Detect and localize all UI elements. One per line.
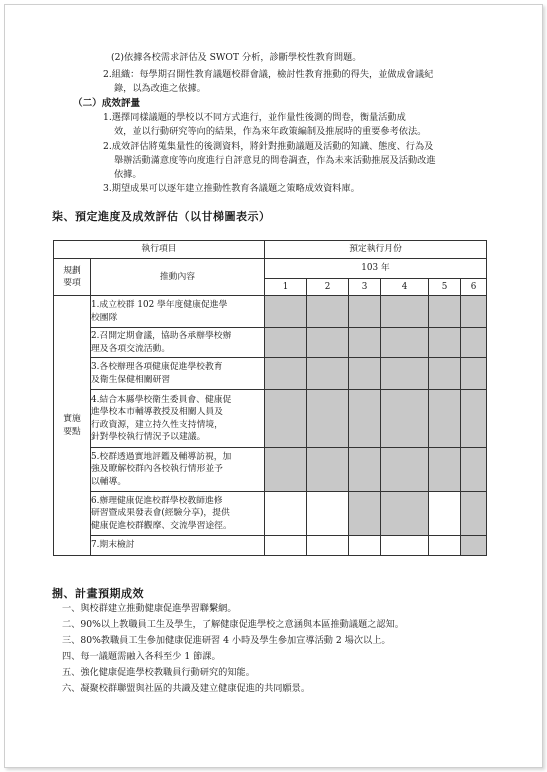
gantt-bar-cell	[349, 390, 381, 448]
task-line: 進學校本市輔導教授及相關人員及	[91, 407, 223, 417]
text-line: 依據。	[114, 169, 142, 180]
table-row	[54, 390, 487, 448]
text-line: 2.成效評估將蒐集量性的後測資料，將針對推動議題及活動的知識、態度、行為及	[103, 141, 434, 152]
outcome-item: 六、凝聚校群聯盟與社區的共識及建立健康促進的共同願景。	[62, 683, 311, 694]
gantt-empty-cell	[265, 536, 307, 556]
gantt-bar-cell	[461, 492, 487, 536]
gantt-bar-cell	[349, 492, 381, 536]
text-line: 效，並以行動研究等向的結果，作為來年政策編制及推展時的重要參考依法。	[114, 126, 427, 137]
table-row	[54, 358, 487, 390]
gantt-bar-cell	[429, 390, 461, 448]
subsection-heading: （二）成效評量	[73, 98, 141, 109]
table-row	[54, 296, 487, 328]
header-content: 推動內容	[91, 259, 265, 296]
task-line: 行政資源，建立持久性支持情境，	[91, 419, 223, 430]
gantt-bar-cell	[265, 358, 307, 390]
task-line: 7.期末檢討	[91, 540, 135, 551]
side-label	[54, 296, 91, 556]
task-line: 5.校群透過實地評鑑及輔導訪視，加	[91, 451, 232, 462]
gantt-bar-cell	[349, 358, 381, 390]
gantt-empty-cell	[429, 536, 461, 556]
outcome-item: 一、與校群建立推動健康促進學習聯繫網。	[62, 603, 237, 614]
table-row	[54, 492, 487, 536]
gantt-bar-cell	[381, 358, 429, 390]
gantt-bar-cell	[461, 358, 487, 390]
table-row	[54, 448, 487, 492]
gantt-bar-cell	[461, 296, 487, 328]
task-description	[91, 448, 265, 492]
gantt-bar-cell	[265, 296, 307, 328]
task-description	[91, 328, 265, 358]
task-line: 3.各校辦理各項健康促進學校教育	[91, 362, 223, 372]
gantt-bar-cell	[265, 448, 307, 492]
table-row	[54, 328, 487, 358]
gantt-bar-cell	[349, 328, 381, 358]
gantt-empty-cell	[265, 492, 307, 536]
month-header: 6	[461, 279, 487, 296]
task-description	[91, 296, 265, 328]
text-line: 1.選擇同樣議題的學校以不同方式進行，並作量性後測的問卷，衡量活動成	[103, 112, 406, 123]
outcome-item: 三、80%教職員工生參加健康促進研習 4 小時及學生參加宣導活動 2 場次以上。	[62, 635, 391, 646]
task-description	[91, 536, 265, 556]
gantt-empty-cell	[307, 536, 349, 556]
month-header: 1	[265, 279, 307, 296]
gantt-bar-cell	[307, 358, 349, 390]
text-line: 舉辦活動滿意度等向度進行自評意見的問卷調查，作為未來活動推展及活動改進	[114, 155, 436, 166]
text-line: (2)依據各校需求評估及 SWOT 分析，診斷學校性教育問題。	[111, 52, 362, 63]
month-header: 5	[429, 279, 461, 296]
gantt-bar-cell	[265, 390, 307, 448]
month-header: 4	[381, 279, 429, 296]
month-header: 3	[349, 279, 381, 296]
gantt-bar-cell	[461, 328, 487, 358]
gantt-bar-cell	[307, 328, 349, 358]
gantt-bar-cell	[461, 390, 487, 448]
side-label-2: 要點	[63, 426, 81, 437]
task-line: 以輔導。	[91, 476, 127, 487]
task-line: 理及各項交流活動。	[91, 343, 171, 354]
gantt-bar-cell	[381, 448, 429, 492]
gantt-bar-cell	[381, 390, 429, 448]
text-line: 錄，以為改進之依據。	[114, 83, 206, 94]
side-label-1: 實施	[63, 414, 81, 424]
gantt-bar-cell	[429, 358, 461, 390]
task-line: 研習暨成果發表會(經驗分享)，提供	[91, 508, 230, 519]
task-line: 及衛生保健相關研習	[91, 374, 171, 385]
outcome-item: 四、每一議題需融入各科至少 1 節課。	[62, 651, 221, 662]
gantt-bar-cell	[349, 448, 381, 492]
gantt-empty-cell	[429, 492, 461, 536]
task-description	[91, 358, 265, 390]
task-line: 1.成立校群 102 學年度健康促進學	[91, 300, 228, 310]
gantt-bar-cell	[307, 296, 349, 328]
task-line: 4.結合本縣學校衛生委員會、健康促	[91, 394, 232, 405]
gantt-bar-cell	[429, 448, 461, 492]
text-line: 3.期望成果可以逐年建立推動性教育各議題之策略成效資料庫。	[103, 183, 360, 194]
section-heading: 捌、計畫預期成效	[52, 587, 144, 600]
task-line: 6.辦理健康促進校群學校教師進修	[91, 495, 223, 506]
gantt-bar-cell	[307, 448, 349, 492]
task-line: 2.召開定期會議，協助各承辦學校辦	[91, 331, 232, 341]
task-description	[91, 390, 265, 448]
header-year: 103 年	[265, 259, 487, 279]
gantt-bar-cell	[429, 328, 461, 358]
gantt-bar-cell	[461, 536, 487, 556]
gantt-bar-cell	[349, 296, 381, 328]
gantt-bar-cell	[265, 328, 307, 358]
task-line: 針對學校執行情況予以建議。	[91, 432, 206, 442]
gantt-empty-cell	[307, 492, 349, 536]
gantt-bar-cell	[381, 492, 429, 536]
task-line: 健康促進校群觀摩、交流學習途徑。	[91, 520, 232, 531]
section-heading: 柒、預定進度及成效評估（以甘梯圖表示）	[52, 210, 271, 223]
outcome-item: 五、強化健康促進學校教職員行動研究的知能。	[62, 667, 255, 678]
header-plan-label	[54, 259, 91, 296]
task-description	[91, 492, 265, 536]
outcome-item: 二、90%以上教職員工生及學生，了解健康促進學校之意涵與本區推動議題之認知。	[62, 619, 404, 630]
table-row	[54, 536, 487, 556]
gantt-bar-cell	[381, 296, 429, 328]
header-plan-label-1: 規劃	[63, 265, 81, 276]
header-schedule: 預定執行月份	[265, 241, 487, 259]
task-line: 校團隊	[91, 312, 118, 323]
header-plan-label-2: 要項	[63, 278, 81, 288]
gantt-bar-cell	[429, 296, 461, 328]
text-line: 2.組織：每學期召開性教育議題校群會議，檢討性教育推動的得失，並做成會議紀	[103, 69, 434, 80]
gantt-bar-cell	[381, 328, 429, 358]
gantt-empty-cell	[349, 536, 381, 556]
gantt-bar-cell	[461, 448, 487, 492]
month-header: 2	[307, 279, 349, 296]
gantt-table	[53, 240, 487, 556]
gantt-bar-cell	[307, 390, 349, 448]
task-line: 強及瞭解校群內各校執行情形並予	[91, 464, 223, 475]
gantt-empty-cell	[381, 536, 429, 556]
header-exec-item: 執行項目	[54, 241, 265, 259]
